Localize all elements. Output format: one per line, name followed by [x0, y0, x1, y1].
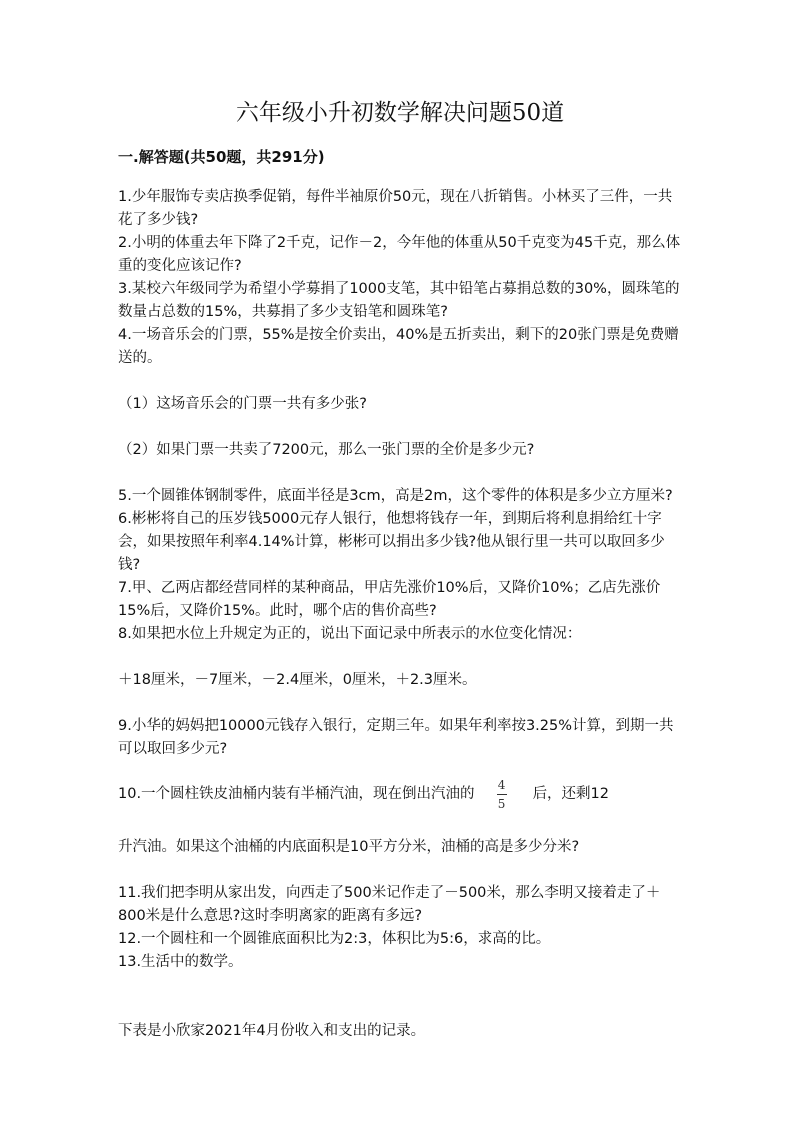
question-4-sub-2: （2）如果门票一共卖了7200元，那么一张门票的全价是多少元?: [118, 442, 535, 458]
question-6: 6.彬彬将自己的压岁钱5000元存人银行，他想将钱存一年，到期后将利息捐给红十字会，如果按照年利率4.14%计算，彬彬可以捐出多少钱?他从银行里一共可以取回多少钱?: [118, 511, 665, 573]
question-list: [118, 186, 684, 1043]
question-9: 9.小华的妈妈把10000元钱存入银行，定期三年。如果年利率按3.25%计算，到期一共可以取回多少元?: [118, 718, 674, 757]
fraction: [497, 778, 507, 811]
question-10-line-1: [118, 773, 684, 815]
question-1: 1.少年服饰专卖店换季促销，每件半袖原价50元，现在八折销售。小林买了三件，一共花了多少钱?: [118, 189, 673, 228]
question-4-sub-1: （1）这场音乐会的门票一共有多少张?: [118, 396, 367, 412]
question-3: 3.某校六年级同学为希望小学募捐了1000支笔，其中铅笔占募捐总数的30%，圆珠笔的数量占总数的15%，共募捐了多少支铅笔和圆珠笔?: [118, 281, 680, 320]
question-13-intro: 下表是小欣家2021年4月份收入和支出的记录。: [118, 1023, 426, 1039]
question-11: 11.我们把李明从家出发，向西走了500米记作走了－500米，那么李明又接着走了＋800米是什么意思?这时李明离家的距离有多远?: [118, 885, 661, 924]
question-10-text-b: 后，还剩12: [532, 785, 610, 802]
question-10-text-a: 10.一个圆柱铁皮油桶内装有半桶汽油，现在倒出汽油的: [118, 785, 475, 802]
question-2: 2.小明的体重去年下降了2千克，记作－2，今年他的体重从50千克变为45千克，那么体重的变化应该记作?: [118, 235, 681, 274]
question-13: 13.生活中的数学。: [118, 954, 243, 970]
page-title: 六年级小升初数学解决问题50道: [235, 100, 565, 126]
question-12: 12.一个圆柱和一个圆锥底面积比为2:3，体积比为5:6，求高的比。: [118, 931, 551, 947]
question-4: 4.一场音乐会的门票，55%是按全价卖出，40%是五折卖出，剩下的20张门票是免费赠送的。: [118, 327, 679, 366]
question-8: 8.如果把水位上升规定为正的，说出下面记录中所表示的水位变化情况：: [118, 626, 582, 642]
fraction-numerator: 4: [497, 777, 506, 792]
question-10-line-2: 升汽油。如果这个油桶的内底面积是10平方分米，油桶的高是多少分米?: [118, 839, 580, 855]
question-7: 7.甲、乙两店都经营同样的某种商品，甲店先涨价10%后，又降价10%；乙店先涨价15%后，又降价15%。此时，哪个店的售价高些?: [118, 580, 661, 619]
section-heading: 一.解答题(共50题，共291分): [118, 148, 325, 166]
fraction-bar: [497, 794, 507, 795]
fraction-denominator: 5: [497, 796, 506, 811]
question-5: 5.一个圆锥体钢制零件，底面半径是3cm，高是2m，这个零件的体积是多少立方厘米?: [118, 488, 673, 504]
question-8-values: ＋18厘米，－7厘米，－2.4厘米，0厘米，＋2.3厘米。: [118, 672, 477, 688]
